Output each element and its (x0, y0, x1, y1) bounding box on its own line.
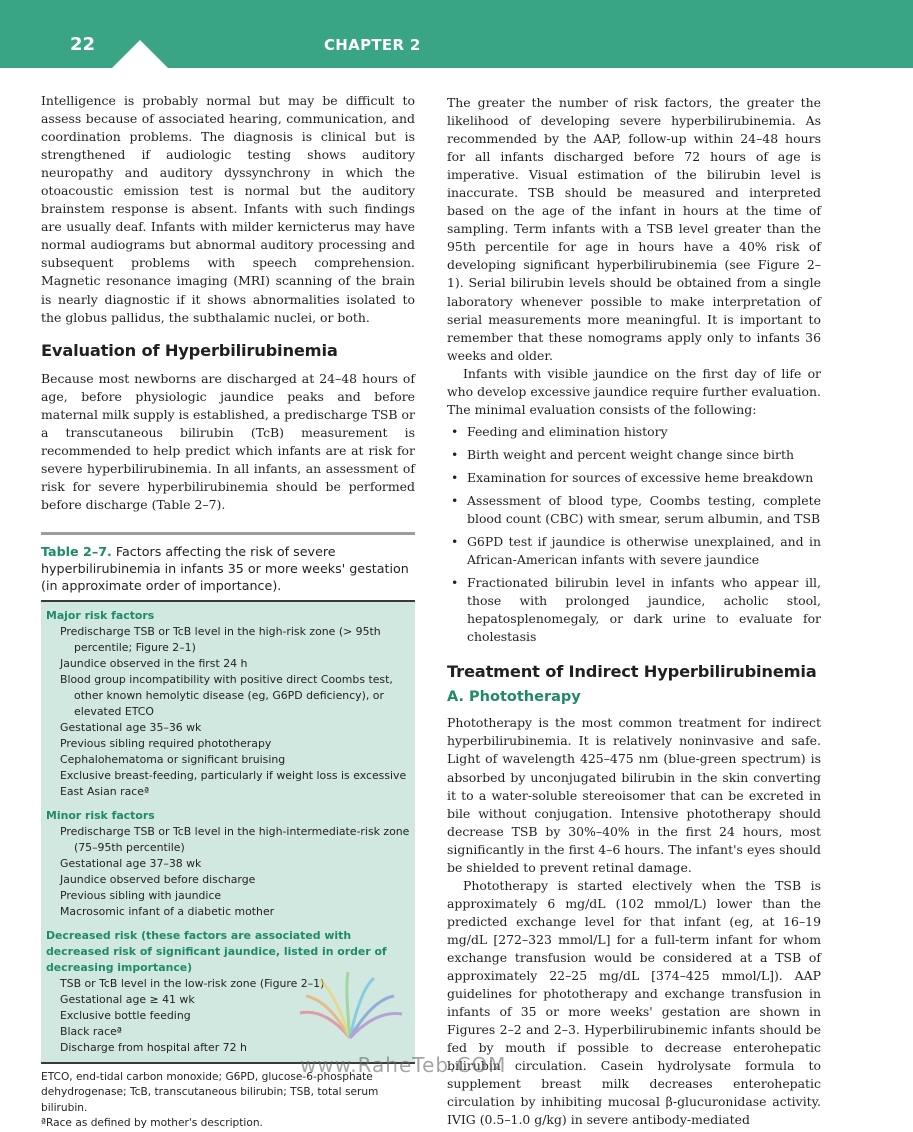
table-item: Gestational age ≥ 41 wk (60, 992, 195, 1006)
table-group-heading: Major risk factors (46, 608, 155, 622)
table-item: Previous sibling required phototherapy (60, 736, 272, 750)
watermark-book-logo (290, 968, 410, 1048)
right-paragraph-4: Phototherapy is started electively when the TSB is approximately 6 mg/dL (102 mmol/L) lower than the predicted exchange level for that infant (eg, at 16–19 mg/dL [272–323 mmol/L] for a full-term infant for whom exchange transfusion would be considered at a TSB of approximately 22–25 mg/dL [374–425 mmol/L]). AAP guidelines for phototherapy and exchange transfusion in infants of 35 or more weeks' gestation are shown in Figures 2–2 and 2–3. Hyperbilirubinemic infants should be fed by mouth if possible to decrease enterohepatic bilirubin circulation. Casein hydrolysate formula to supplement breast milk decreases enterohepatic circulation by inhibiting mucosal β-glucuronidase activity. IVIG (0.5–1.0 g/kg) in severe antibody-mediated (447, 877, 821, 1128)
chapter-label: CHAPTER 2 (324, 36, 421, 54)
header-notch (112, 40, 168, 68)
left-paragraph-2: Because most newborns are discharged at 24–48 hours of age, before physiologic jaundice peaks and before maternal milk supply is established, a predischarge TSB or a transcutaneous bilirubin (TcB) measurement is recommended to help predict which infants are at risk for severe hyperbilirubinemia. In all infants, an assessment of risk for severe hyperbilirubinemia should be performed before discharge (Table 2–7). (41, 370, 415, 512)
table-item: Predischarge TSB or TcB level in the high-intermediate-risk zone (75–95th percentile) (60, 824, 410, 854)
table-footnote-abbreviations: ETCO, end-tidal carbon monoxide; G6PD, glucose-6-phosphate dehydrogenase; TcB, transcutaneous bilirubin; TSB, total serum bilirubin. (41, 1070, 379, 1114)
table-item: Black raceª (60, 1024, 122, 1038)
list-item: • Examination for sources of excessive heme breakdown (447, 469, 821, 487)
list-item: • Feeding and elimination history (447, 423, 821, 441)
table-item: Discharge from hospital after 72 h (60, 1040, 247, 1054)
table-group-heading: Minor risk factors (46, 808, 155, 822)
table-number: Table 2–7. (41, 543, 112, 559)
section-heading-treatment: Treatment of Indirect Hyperbilirubinemia (447, 662, 817, 682)
table-item: Cephalohematoma or significant bruising (60, 752, 286, 766)
right-paragraph-2: Infants with visible jaundice on the first day of life or who develop excessive jaundice require further evaluation. The minimal evaluation consists of the following: (447, 365, 821, 417)
table-top-rule (41, 532, 415, 535)
table-item: Jaundice observed before discharge (60, 872, 256, 886)
table-group-heading: Decreased risk (these factors are associated with decreased risk of significant jaundice, listed in order of decreasing importance) (46, 928, 387, 974)
right-column (447, 94, 821, 1129)
table-item: Previous sibling with jaundice (60, 888, 222, 902)
list-item: • G6PD test if jaundice is otherwise unexplained, and in African-American infants with severe jaundice (451, 534, 821, 568)
right-paragraph-1: The greater the number of risk factors, the greater the likelihood of developing severe hyperbilirubinemia. As recommended by the AAP, follow-up within 24–48 hours for all infants discharged before 72 hours of age is imperative. Visual estimation of the bilirubin level is inaccurate. TSB should be measured and interpreted based on the age of the infant in hours at the time of sampling. Term infants with a TSB level greater than the 95th percentile for age in hours have a 40% risk of developing significant hyperbilirubinemia (see Figure 2–1). Serial bilirubin levels should be obtained from a single laboratory whenever possible to make interpretation of serial measurements more meaningful. It is important to remember that these nomograms apply only to infants 36 weeks and older. (447, 95, 821, 363)
page-number: 22 (70, 34, 96, 55)
table-item: Blood group incompatibility with positive direct Coombs test, other known hemolytic disease (eg, G6PD deficiency), or elevated ETCO (60, 672, 393, 718)
table-item: Jaundice observed in the first 24 h (60, 656, 248, 670)
evaluation-list (447, 423, 821, 647)
table-item: TSB or TcB level in the low-risk zone (Figure 2–1) (60, 976, 325, 990)
table-item: Macrosomic infant of a diabetic mother (60, 904, 275, 918)
table-item: Gestational age 37–38 wk (60, 856, 202, 870)
watermark-text: www.RaheTeb.COM (300, 1053, 507, 1077)
bullet-icon: • (451, 423, 459, 439)
list-item: • Fractionated bilirubin level in infants who appear ill, those with prolonged jaundice, acholic stool, hepatosplenomegaly, or dark urine to evaluate for cholestasis (451, 575, 821, 645)
table-item: Predischarge TSB or TcB level in the high-risk zone (> 95th percentile; Figure 2–1) (60, 624, 381, 654)
bullet-icon: • (451, 446, 459, 462)
section-heading-evaluation: Evaluation of Hyperbilirubinemia (41, 340, 338, 360)
table-item: Exclusive bottle feeding (60, 1008, 191, 1022)
table-caption-text: Factors affecting the risk of severe hyperbilirubinemia in infants 35 or more weeks' gestation (in approximate order of importance). (41, 543, 409, 593)
table-item: Gestational age 35–36 wk (60, 720, 202, 734)
table-caption (41, 543, 415, 594)
bullet-icon: • (451, 492, 459, 508)
right-paragraph-3: Phototherapy is the most common treatment for indirect hyperbilirubinemia. It is relatively noninvasive and safe. Light of wavelength 425–475 nm (blue-green spectrum) is absorbed by unconjugated bilirubin in the skin converting it to a water-soluble stereoisomer that can be excreted in bile without conjugation. Intensive phototherapy should decrease TSB by 30%–40% in the first 24 hours, most significantly in the first 4–6 hours. The infant's eyes should be shielded to prevent retinal damage. (447, 715, 821, 875)
bullet-icon: • (451, 469, 459, 485)
list-item: • Birth weight and percent weight change since birth (447, 446, 821, 464)
left-paragraph-1: Intelligence is probably normal but may be difficult to assess because of associated hearing, communication, and coordination problems. The diagnosis is clinical but is strengthened if audiologic testing shows auditory neuropathy and auditory dyssynchrony in which the otoacoustic emission test is normal but the auditory brainstem response is absent. Infants with such findings are usually deaf. Infants with milder kernicterus may have normal audiograms but abnormal auditory processing and subsequent problems with speech comprehension. Magnetic resonance imaging (MRI) scanning of the brain is nearly diagnostic if it shows abnormalities isolated to the globus pallidus, the subthalamic nuclei, or both. (41, 93, 415, 325)
table-item: East Asian raceª (60, 784, 150, 798)
table-footnote-race: ªRace as defined by mother's description. (41, 1117, 263, 1130)
list-item: • Assessment of blood type, Coombs testing, complete blood count (CBC) with smear, serum albumin, and TSB (451, 492, 821, 527)
bullet-icon: • (451, 534, 459, 550)
subheading-phototherapy: A. Phototherapy (447, 689, 581, 706)
table-item: Exclusive breast-feeding, particularly if weight loss is excessive (60, 768, 407, 782)
bullet-icon: • (451, 575, 459, 591)
